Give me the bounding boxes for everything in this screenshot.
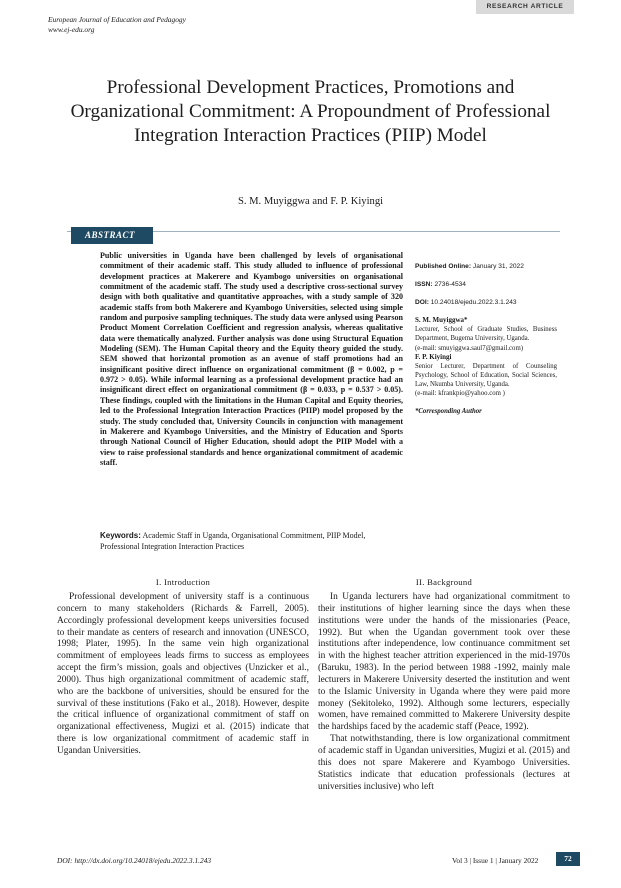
paper-title: Professional Development Practices, Promotions and Organizational Commitment: A Propoundment of Professional Integration Interaction Practices (PIIP) Model [70, 77, 551, 146]
introduction-column [57, 592, 309, 758]
corresponding-author-note: *Corresponding Author [415, 408, 482, 416]
issn-value: 2736-4534 [434, 281, 466, 289]
introduction-paragraph: Professional development of university staff is a continuous concern to many stakeholders (Richards & Farrell, 2005). Accordingly professional development keeps universities focused to their mandate as centers of research and innovation (UNESCO, 1998; Plater, 1995). In the same vein high organizational commitment of employees leads firms to success as employees accept the firm’s mission, goals and objectives (Unzicker et al., 2000). Thus high organizational commitment of academic staff, who are the backbone of universities, should be ensured for the survival of these institutions (Fako et al., 2018). However, despite the critical influence of organizational commitment of staff on organizational effectiveness, Mugizi et al. (2015) indicate that there is low organizational commitment of academic staff in Ugandan Universities. [57, 592, 309, 756]
keywords-label: Keywords: [100, 531, 141, 540]
journal-header [48, 15, 186, 35]
journal-name: European Journal of Education and Pedagogy [48, 15, 186, 24]
author2-affiliation: Senior Lecturer, Department of Counseling Psychology, School of Education, Social Sciences, Law, Nkumba University, Uganda. [415, 362, 557, 388]
published-line [415, 262, 557, 271]
abstract-text: Public universities in Uganda have been challenged by levels of organisational commitment of their academic staff. This study alluded to influence of professional development practices at Makerere and Kyambogo universities on organisational commitment of the academic staff. The study used a descriptive cross-sectional survey design with both qualitative and quantitative approaches, with a study sample of 320 academic staffs from both Makerere and Kyambogo Universities, selected using simple random and purposive sampling techniques. The study data were anlysed using Pearson Product Moment Correlation Coefficient and regression analysis, whereas qualitative data were thematically analyzed. Further analysis was done using Structural Equation Modeling (SEM). The Human Capital theory and the Equity theory guided the study. SEM showed that horizontal promotion as an avenue of staff promotions had an insignificant positive direct influence on organizational commitment (β = 0.002, p = 0.972 > 0.05). While informal learning as a professional development practice had an insignificant direct effect on organizational commitment (β = 0.033, p = 0.537 > 0.05). These findings, coupled with the limitations in the Human Capital and Equity theories, led to the Professional Integration Interaction Practices (PIIP) model proposed by the study. The study concluded that, University Councils in conjunction with management in Makerere and Kyambogo Universities, and the Ministry of Education and Sports through National Council of Higher Education, should adopt the PIIP Model with a view to raise professional standards and hence organizational commitment of academic staff. [100, 251, 403, 467]
journal-website: www.ej-edu.org [48, 25, 95, 34]
author2-email: (e-mail: kfrankpio@yahoo.com ) [415, 390, 505, 398]
author1-email: (e-mail: smuyiggwa.saul7@gmail.com) [415, 344, 524, 352]
doi-value: 10.24018/ejedu.2022.3.1.243 [430, 299, 517, 307]
abstract-label: ABSTRACT [71, 227, 153, 244]
footer-doi: DOI: http://dx.doi.org/10.24018/ejedu.2022.3.1.243 [57, 856, 212, 865]
background-column [318, 592, 570, 793]
keywords-text: Academic Staff in Uganda, Organisational Commitment, PIIP Model, Professional Integration Interaction Practices [100, 531, 366, 551]
background-paragraph-1: In Uganda lecturers have had organizational commitment to their institutions of higher learning since the days when these institutions were under the hands of the missionaries (Peace, 1992). But when the Ugandan government took over these institutions after independence, low continuance commitment set in with the highest teacher attrition experienced in the mid-1970s (Baruku, 1983). In the period between 1988 -1992, mainly male lecturers in Makerere University deserted the institution and went to the Islamic University in Uganda where they were paid more money (Sekitoleko, 1992). Although some lecturers, especially women, have remained committed to Makerere University despite the hardships faced by the academic staff (Peace, 1992). [318, 592, 570, 733]
issn-label: ISSN: [415, 281, 433, 289]
author1-affiliation: Lecturer, School of Graduate Studies, Business Department, Bugema University, Uganda. [415, 326, 557, 343]
page-number: 72 [556, 852, 580, 866]
article-info-sidebar [415, 262, 557, 416]
background-heading: II. Background [415, 577, 473, 587]
author2-name: F. P. Kiyingi [415, 352, 452, 361]
keywords [100, 531, 405, 552]
background-paragraph-2: That notwithstanding, there is low organizational commitment of academic staff in Ugandan universities, Mugizi et al. (2015) and this does not spare Makerere and Kyambogo Universities. Statistics indicate that education professionals (lectures at universities inclusive) who left [318, 734, 570, 792]
doi-line [415, 298, 557, 307]
published-date: January 31, 2022 [472, 263, 524, 270]
doi-label: DOI: [415, 299, 429, 307]
introduction-heading: I. Introduction [155, 577, 211, 587]
research-article-badge: RESEARCH ARTICLE [476, 0, 574, 14]
paper-authors: S. M. Muyiggwa and F. P. Kiyingi [237, 196, 384, 207]
published-label: Published Online: [415, 263, 472, 270]
issn-line [415, 280, 557, 289]
author1-name: S. M. Muyiggwa* [415, 316, 468, 325]
footer-volume: Vol 3 | Issue 1 | January 2022 [452, 856, 539, 865]
